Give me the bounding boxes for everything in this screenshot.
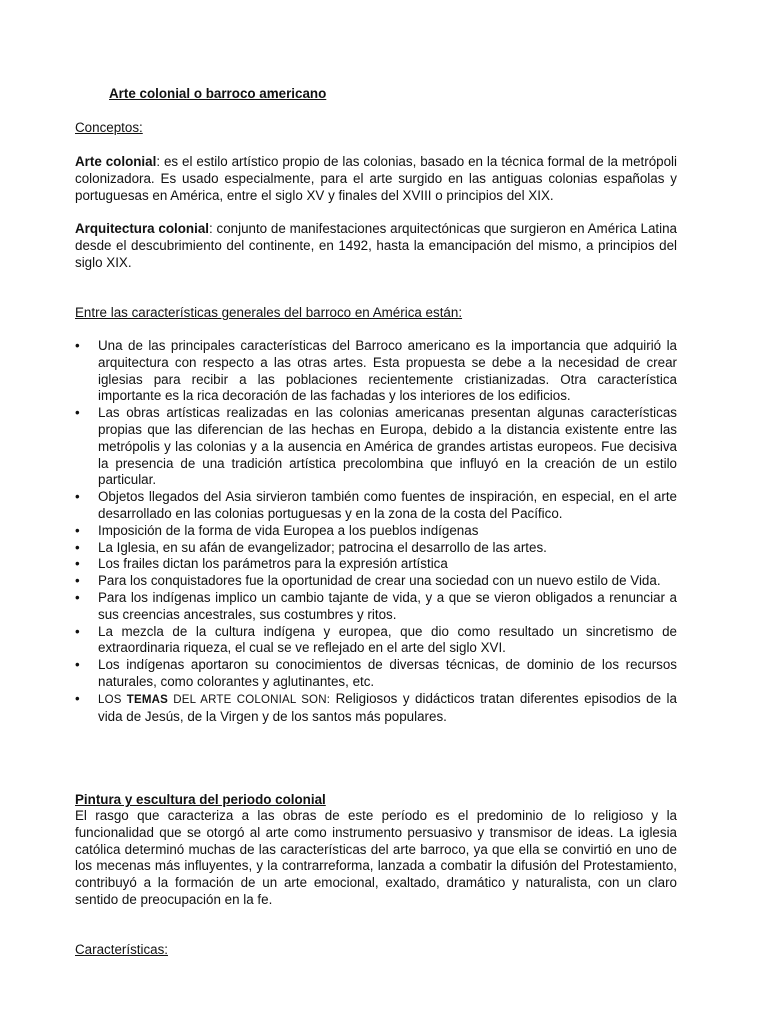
bullet-icon: •: [75, 522, 80, 538]
list-item: [75, 338, 677, 405]
list-item: [75, 523, 677, 540]
list-item: [75, 540, 677, 557]
bullet-icon: •: [75, 589, 80, 605]
characteristics-list: [75, 338, 677, 725]
list-item-text: Las obras artísticas realizadas en las colonias americanas presentan algunas características propias que las diferencian de las hechas en Europa, debido a la distancia existente entre las metrópolis y las colonias y a la ausencia en América de grandes artistas europeos. Fue decisiva la presencia de una tradición artística precolombina que influyó en la creación de un estilo particular.: [98, 405, 677, 488]
list-item: [75, 556, 677, 573]
list-item-text: Los frailes dictan los parámetros para la expresión artística: [98, 556, 448, 572]
definition-text: : es el estilo artístico propio de las colonias, basado en la técnica formal de la metrópoli colonizadora. Es usado especialmente, para el arte surgido en las antiguas colonias españolas y portuguesas en América, entre el siglo XV y finales del XVIII o principios del XIX.: [75, 154, 678, 203]
list-item-text: Para los indígenas implico un cambio tajante de vida, y a que se vieron obligados a renunciar a sus creencias ancestrales, sus costumbres y ritos.: [98, 589, 677, 622]
list-item: [75, 590, 677, 624]
bullet-icon: •: [75, 489, 80, 505]
characteristics-heading: Entre las características generales del barroco en América están:: [75, 305, 463, 320]
bullet-icon: •: [75, 573, 80, 589]
bullet-icon: •: [75, 556, 80, 572]
caracteristicas-heading: Características:: [75, 942, 169, 957]
list-item-text: Para los conquistadores fue la oportunidad de crear una sociedad con un nuevo estilo de Vida.: [98, 573, 661, 589]
list-item-text: La mezcla de la cultura indígena y europea, que dio como resultado un sincretismo de extraordinaria riqueza, el cual se ve reflejado en el arte del siglo XVI.: [98, 623, 677, 656]
list-item-text: La Iglesia, en su afán de evangelizador; patrocina el desarrollo de las artes.: [98, 539, 547, 555]
temas-prefix: LOS: [98, 693, 127, 706]
list-item-text: Objetos llegados del Asia sirvieron también como fuentes de inspiración, en especial, en el arte desarrollado en las colonias portuguesas y en la zona de la costa del Pacífico.: [98, 489, 677, 521]
bullet-icon: •: [75, 405, 80, 421]
list-item: [75, 573, 677, 590]
pintura-body: El rasgo que caracteriza a las obras de este período es el predominio de lo religioso y la funcionalidad que se otorgó al arte como instrumento persuasivo y transmisor de ideas. La iglesia católica determinó muchas de las características del arte barroco, ya que ella se convirtió en uno de los mecenas más influyentes, y la contrarreforma, lanzada a combatir la difusión del Protestamiento, contribuyó a la formación de un arte emocional, exaltado, dramático y naturalista, con un claro sentido de preocupación en la fe.: [75, 808, 677, 907]
definition-term: Arquitectura colonial: [75, 221, 209, 236]
definition-arte-colonial: [75, 154, 677, 204]
pintura-heading: Pintura y escultura del periodo colonial: [75, 792, 326, 807]
bullet-icon: •: [75, 623, 80, 639]
list-item-text: Religiosos y didácticos tratan diferentes episodios de la vida de Jesús, de la Virgen y de los santos más populares.: [98, 690, 677, 724]
bullet-icon: •: [75, 657, 80, 673]
definition-text: : conjunto de manifestaciones arquitectónicas que surgieron en América Latina desde el descubrimiento del continente, en 1492, hasta la emancipación del mismo, a principios del siglo XIX.: [75, 221, 678, 270]
list-item-text: Una de las principales características del Barroco americano es la importancia que adquirió la arquitectura con respecto a las otras artes. Esta propuesta se debe a la necesidad de crear iglesias para recibir a las poblaciones recientemente cristianizadas. Otra característica importante es la rica decoración de las fachadas y los interiores de los edificios.: [98, 338, 677, 404]
bullet-icon: •: [75, 690, 80, 706]
list-item: [75, 691, 677, 726]
list-item: [75, 405, 677, 489]
list-item: [75, 657, 677, 691]
definition-arquitectura-colonial: [75, 221, 677, 271]
temas-emphasis: TEMAS: [126, 693, 169, 706]
list-item-text: Los indígenas aportaron su conocimientos de diversas técnicas, de dominio de los recursos naturales, como colorantes y aglutinantes, etc.: [98, 657, 677, 689]
conceptos-heading: Conceptos:: [75, 120, 143, 135]
list-item: [75, 624, 677, 658]
page-title: Arte colonial o barroco americano: [109, 86, 327, 101]
definition-term: Arte colonial: [75, 154, 157, 169]
list-item-text: Imposición de la forma de vida Europea a los pueblos indígenas: [98, 522, 479, 538]
bullet-icon: •: [75, 539, 80, 555]
temas-middle: DEL ARTE COLONIAL SON:: [168, 693, 331, 706]
bullet-icon: •: [75, 338, 80, 353]
list-item: [75, 489, 677, 523]
